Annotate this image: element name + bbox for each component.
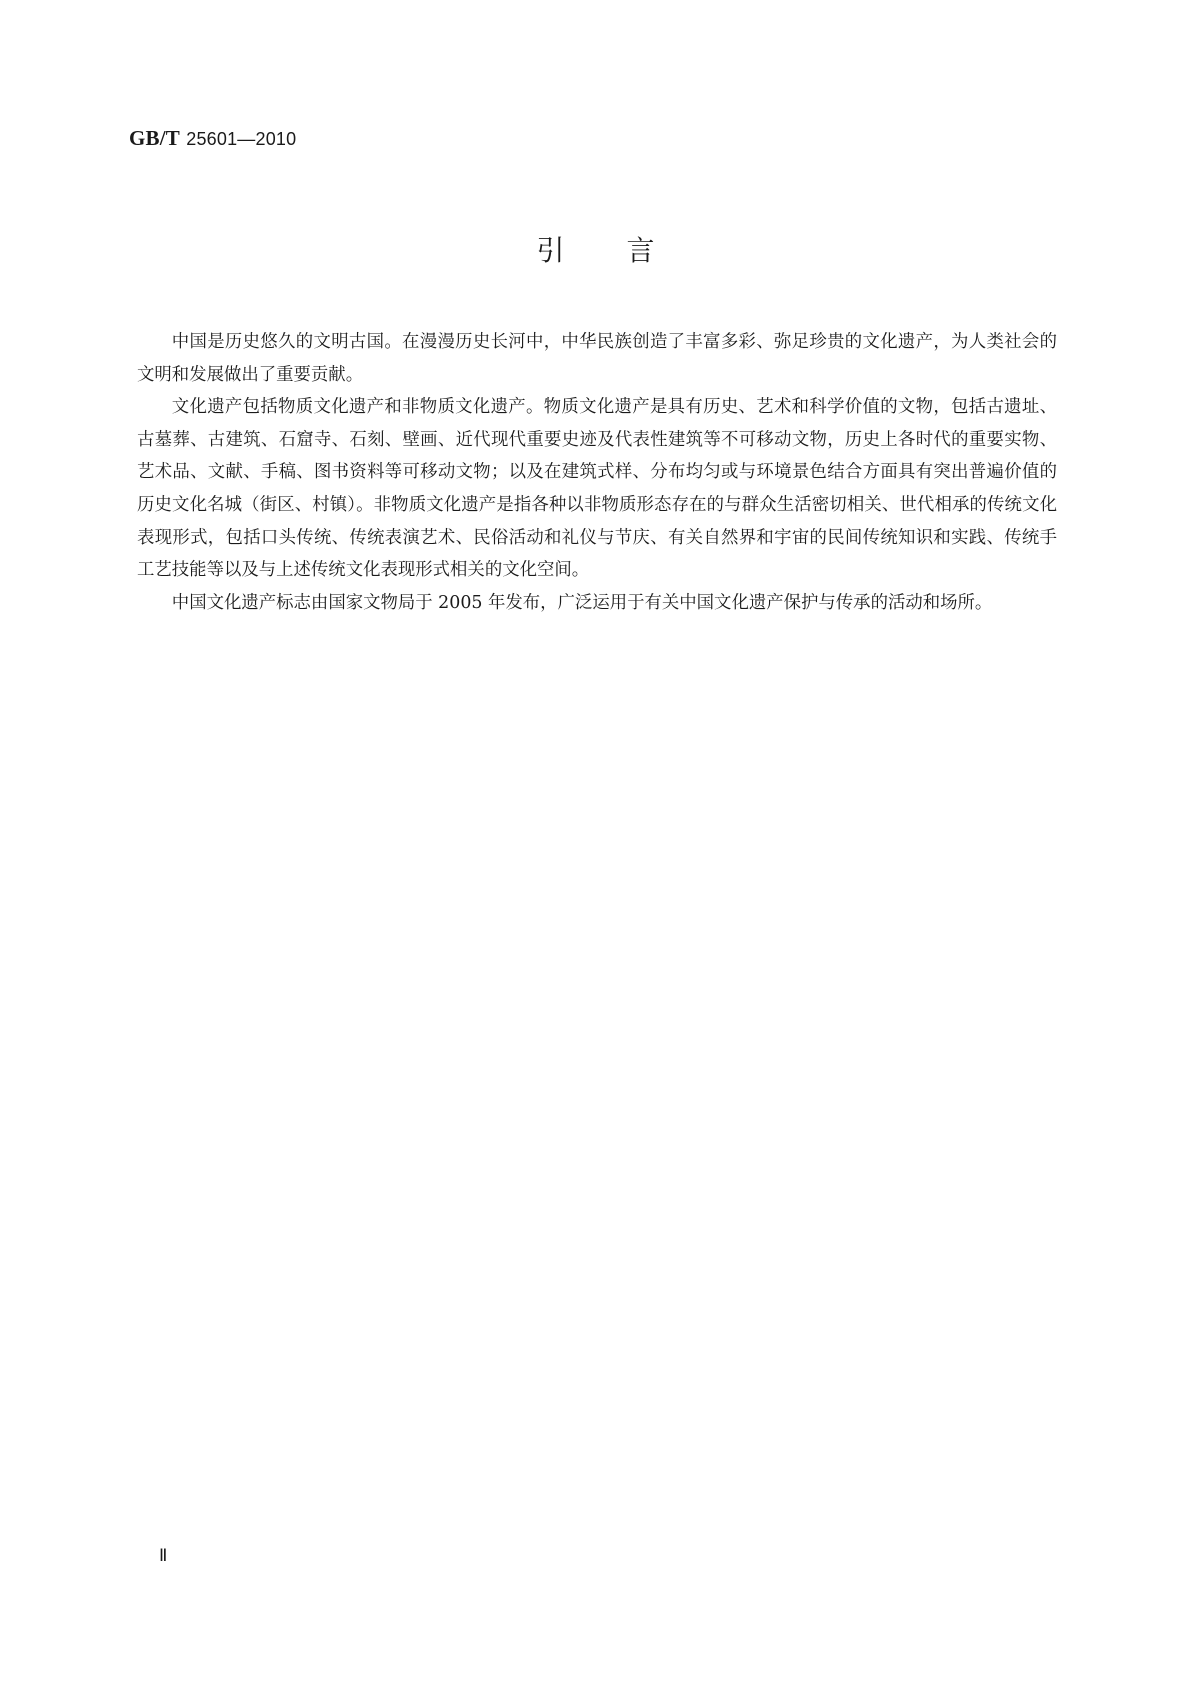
page-title: 引言 [536,234,717,267]
paragraph-2: 文化遗产包括物质文化遗产和非物质文化遗产。物质文化遗产是具有历史、艺术和科学价值的文物，包括古遗址、古墓葬、古建筑、石窟寺、石刻、壁画、近代现代重要史迹及代表性建筑等不可移动文物，历史上各时代的重要实物、艺术品、文献、手稿、图书资料等可移动文物；以及在建筑式样、分布均匀或与环境景色结合方面具有突出普遍价值的历史文化名城（街区、村镇）。非物质文化遗产是指各种以非物质形态存在的与群众生活密切相关、世代相承的传统文化表现形式，包括口头传统、传统表演艺术、民俗活动和礼仪与节庆、有关自然界和宇宙的民间传统知识和实践、传统手工艺技能等以及与上述传统文化表现形式相关的文化空间。 [137,397,1057,581]
body-text [137,326,1057,619]
page-number: Ⅱ [159,1546,168,1565]
standard-header [129,126,296,151]
standard-number: 25601—2010 [186,129,297,149]
standard-prefix: GB/T [129,126,180,150]
paragraph-3: 中国文化遗产标志由国家文物局于 2005 年发布，广泛运用于有关中国文化遗产保护与传承的活动和场所。 [171,592,993,613]
paragraph-1: 中国是历史悠久的文明古国。在漫漫历史长河中，中华民族创造了丰富多彩、弥足珍贵的文化遗产，为人类社会的文明和发展做出了重要贡献。 [137,332,1057,385]
